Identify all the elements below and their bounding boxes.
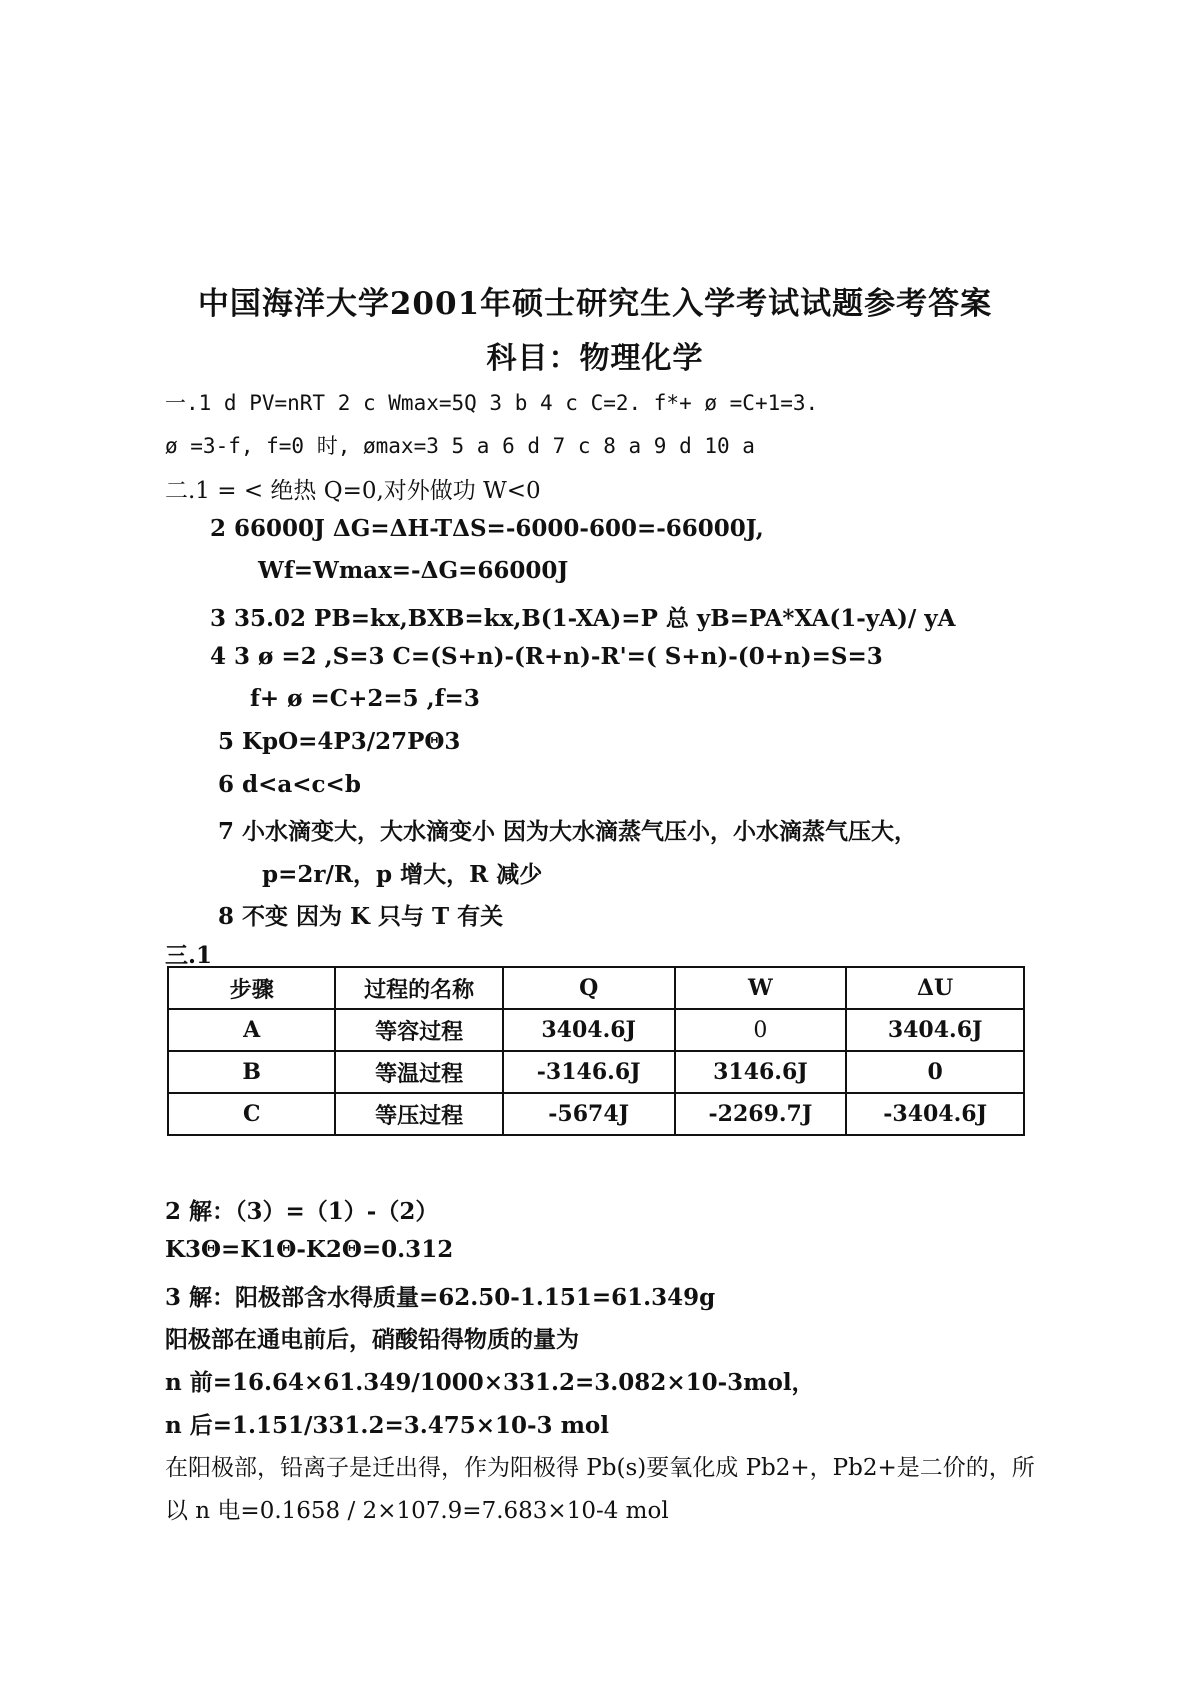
table-header-row <box>168 967 1024 1009</box>
table-cell: 0 <box>846 1051 1024 1093</box>
problem3-line4: n 后=1.151/331.2=3.475×10-3 mol <box>165 1412 609 1439</box>
section2-q1: 二.1 = < 绝热 Q=0,对外做功 W<0 <box>165 478 541 504</box>
problem3-line1: 3 解：阳极部含水得质量=62.50-1.151=61.349g <box>165 1284 716 1311</box>
subject-title: 科目：物理化学 <box>486 341 704 376</box>
section2-q4a: 4 3 ø =2 ,S=3 C=(S+n)-(R+n)-R'=( S+n)-(0+n)=S=3 <box>210 643 883 670</box>
section2-q7a: 7 小水滴变大，大水滴变小 因为大水滴蒸气压小，小水滴蒸气压大， <box>218 818 918 845</box>
problem3-line5: 在阳极部，铅离子是迁出得，作为阳极得 Pb(s)要氧化成 Pb2+，Pb2+是二价的，所 <box>165 1455 1035 1481</box>
problem2-line2: K3Θ=K1Θ-K2Θ=0.312 <box>165 1236 454 1263</box>
table-cell: 3146.6J <box>675 1051 847 1093</box>
process-table <box>167 966 1025 1136</box>
section2-q2b: Wf=Wmax=-ΔG=66000J <box>258 557 569 584</box>
table-cell: -3404.6J <box>846 1093 1024 1135</box>
table-cell: 等压过程 <box>335 1093 502 1135</box>
table-cell: -2269.7J <box>675 1093 847 1135</box>
section1-line1: 一.1 d PV=nRT 2 c Wmax=5Q 3 b 4 c C=2. f*+ ø =C+1=3. <box>165 391 819 415</box>
section2-q7b: p=2r/R，p 增大，R 减少 <box>262 861 543 888</box>
section2-q8: 8 不变 因为 K 只与 T 有关 <box>218 903 504 930</box>
table-header-cell: ΔU <box>846 967 1024 1009</box>
section2-q2a: 2 66000J ΔG=ΔH-TΔS=-6000-600=-66000J, <box>210 515 764 542</box>
table-cell: 0 <box>675 1009 847 1051</box>
table-header-cell: 步骤 <box>168 967 335 1009</box>
section2-q6: 6 d<a<c<b <box>218 771 361 798</box>
table-header-cell: Q <box>503 967 675 1009</box>
table-row <box>168 1093 1024 1135</box>
table-cell: 3404.6J <box>503 1009 675 1051</box>
table-row <box>168 1009 1024 1051</box>
section2-q3: 3 35.02 PB=kx,BXB=kx,B(1-XA)=P 总 yB=PA*XA(1-yA)/ yA <box>210 605 956 632</box>
section3-label: 三.1 <box>165 942 213 969</box>
table-cell: 3404.6J <box>846 1009 1024 1051</box>
problem2-line1: 2 解：（3）=（1）-（2） <box>165 1198 439 1225</box>
section1-line2: ø =3-f, f=0 时, ømax=3 5 a 6 d 7 c 8 a 9 d 10 a <box>165 434 755 458</box>
table-cell: -5674J <box>503 1093 675 1135</box>
problem3-line6: 以 n 电=0.1658 / 2×107.9=7.683×10-4 mol <box>165 1498 669 1524</box>
section2-q4b: f+ ø =C+2=5 ,f=3 <box>250 685 480 712</box>
table-header-cell: 过程的名称 <box>335 967 502 1009</box>
table-row <box>168 1051 1024 1093</box>
problem3-line3: n 前=16.64×61.349/1000×331.2=3.082×10-3mol， <box>165 1369 815 1396</box>
problem3-line2: 阳极部在通电前后，硝酸铅得物质的量为 <box>165 1326 579 1353</box>
table-cell: C <box>168 1093 335 1135</box>
table-cell: -3146.6J <box>503 1051 675 1093</box>
table-cell: 等容过程 <box>335 1009 502 1051</box>
table-cell: 等温过程 <box>335 1051 502 1093</box>
table-cell: A <box>168 1009 335 1051</box>
table-header-cell: W <box>675 967 847 1009</box>
table-cell: B <box>168 1051 335 1093</box>
section2-q5: 5 KpO=4P3/27PΘ3 <box>218 728 461 755</box>
document-title: 中国海洋大学2001年硕士研究生入学考试试题参考答案 <box>197 286 993 322</box>
